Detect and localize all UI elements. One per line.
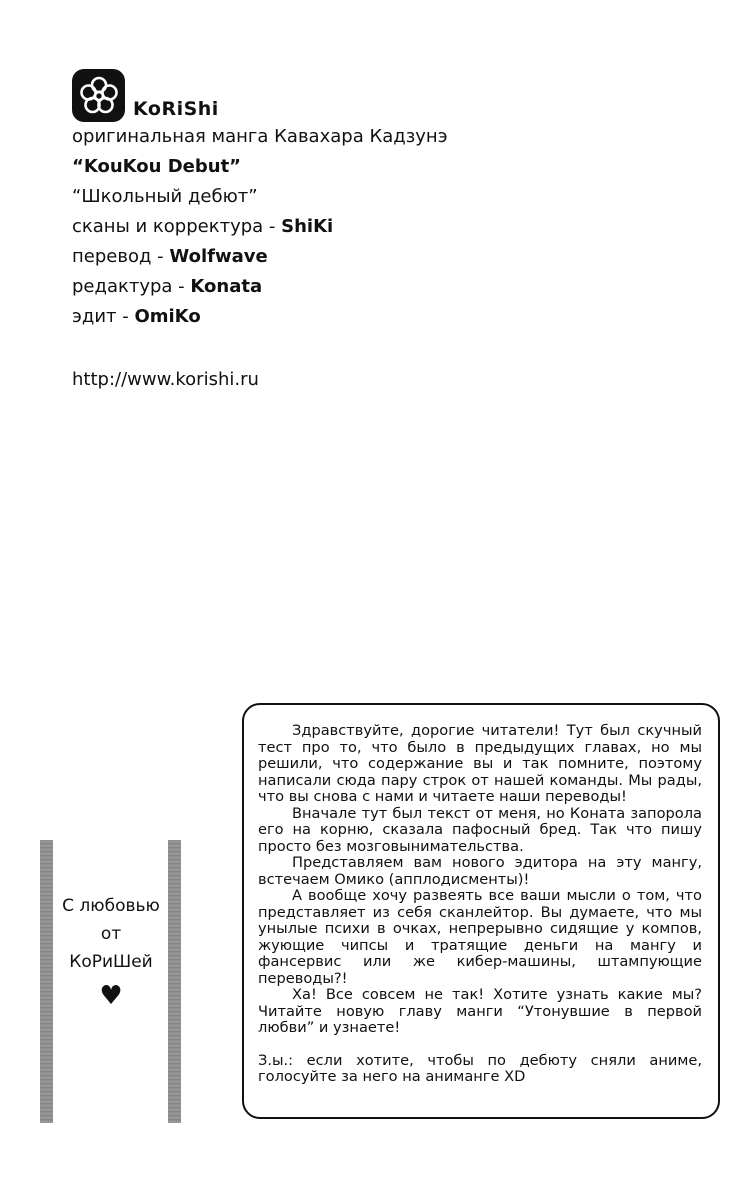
message-paragraph-1: Здравствуйте, дорогие читатели! Тут был скучный тест про то, что было в предыдущих главах, но мы решили, что содержание вы и так помните, поэтому написали сюда пару строк от нашей команды. Мы рады, что вы снова с нами и читаете наши переводы!	[258, 722, 702, 805]
credit-scans	[72, 212, 632, 242]
message-postscript: З.ы.: если хотите, чтобы по дебюту сняли аниме, голосуйте за него на анимангe XD	[258, 1051, 702, 1085]
love-line-1: С любовью	[62, 896, 160, 916]
credit-typeset	[72, 302, 632, 332]
left-gray-bar	[40, 840, 53, 1123]
website-url: http://www.korishi.ru	[72, 369, 259, 390]
love-note	[40, 840, 180, 1123]
message-paragraph-2: Вначале тут был текст от меня, но Коната запоролa его на корню, сказала пафосный бред. Так что пишу просто без мозговынимательства.	[258, 804, 702, 855]
credit-editing-name: Konata	[190, 276, 263, 297]
credit-translation-name: Wolfwave	[169, 246, 268, 267]
credit-editing-label: редактура -	[72, 276, 191, 297]
credit-editing	[72, 272, 632, 302]
credit-scans-label: сканы и корректура -	[72, 216, 282, 237]
credit-translation-label: перевод -	[72, 246, 170, 267]
message-paragraph-3: Представляем вам нового эдитора на эту мангу, встечаем Омико (апплодисменты)!	[258, 854, 702, 888]
message-paragraph-5: Ха! Все совсем не так! Хотите узнать какие мы? Читайте новую главу манги “Утонувшие в первой любви” и узнаете!	[258, 986, 702, 1036]
credits-block	[72, 66, 632, 395]
credit-title-en: “KouKou Debut”	[72, 156, 242, 177]
credit-translation	[72, 242, 632, 272]
message-box	[242, 703, 720, 1119]
right-gray-bar	[168, 840, 181, 1123]
message-paragraph-4: А вообще хочу развеять все ваши мысли о том, что представляет из себя сканлейтор. Вы думаете, что мы унылые психи в очках, непрерывно сидящие у компов, жующие чипсы и тратящие деньги на мангу и фансервис или же кибер-машины, штампующие переводы?!	[258, 887, 702, 987]
credit-original: оригинальная манга Кавахара Кадзунэ	[72, 126, 448, 147]
credit-scans-name: ShiKi	[281, 216, 334, 237]
love-note-text	[56, 892, 166, 1012]
flower-crest-icon	[77, 74, 121, 118]
love-line-3: КоРиШей	[69, 952, 153, 972]
heart-icon: ♥	[99, 981, 123, 1011]
credit-title-ru: “Школьный дебют”	[72, 186, 258, 207]
logo	[72, 69, 125, 122]
brand-name: KoRiShi	[133, 98, 219, 120]
brand-row	[72, 66, 632, 122]
love-line-2: от	[100, 924, 122, 944]
credit-typeset-name: OmiKo	[134, 306, 201, 327]
credit-typeset-label: эдит -	[72, 306, 135, 327]
